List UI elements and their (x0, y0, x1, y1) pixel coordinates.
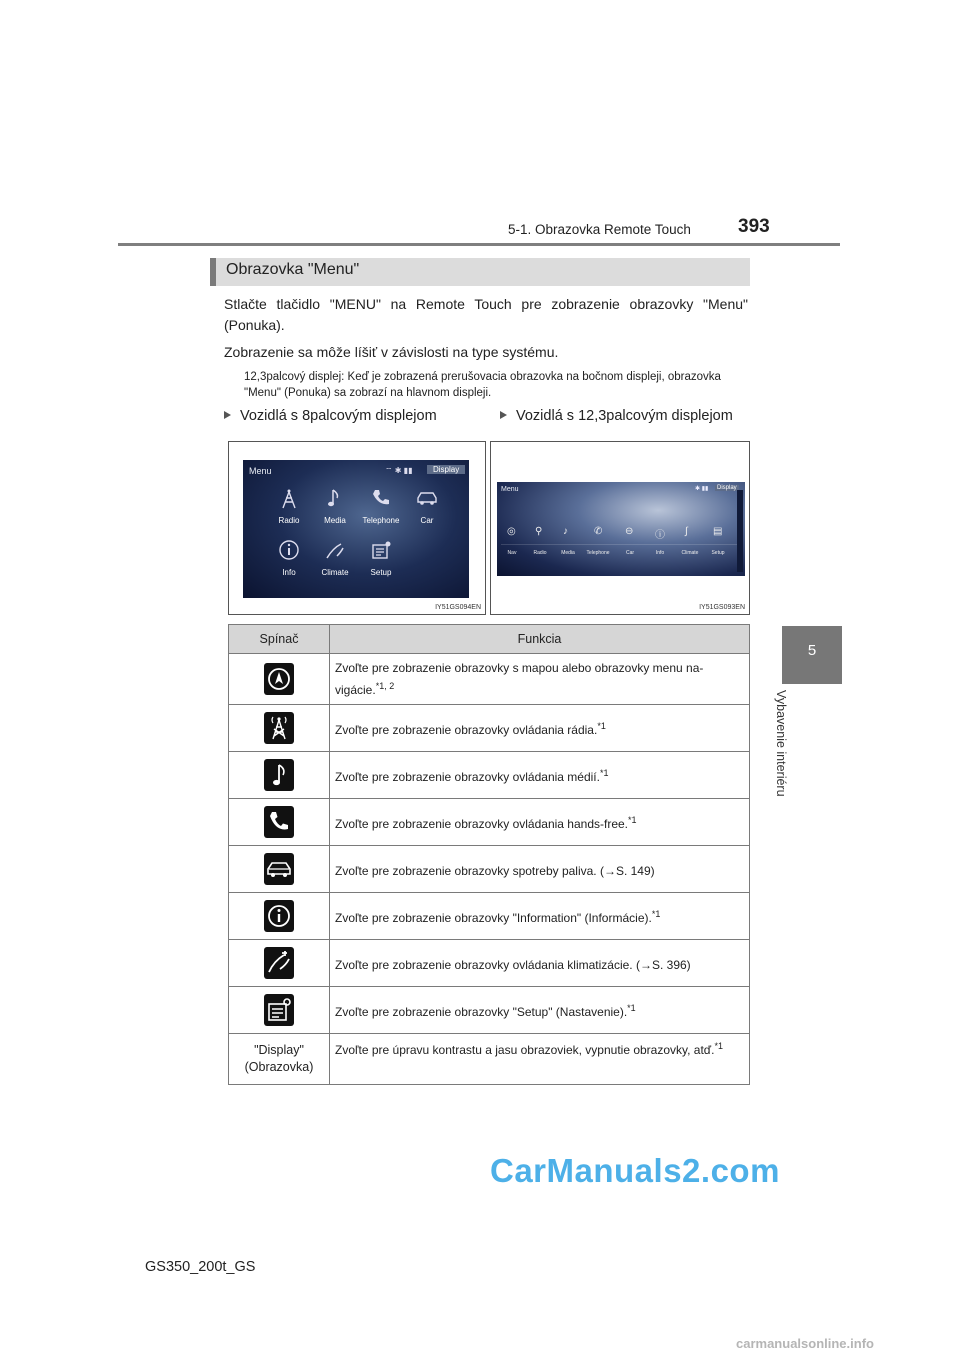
menu-item-setup[interactable]: Setup (711, 550, 725, 556)
table-row (229, 752, 750, 799)
function-cell (330, 893, 750, 940)
row-footnote: *1 (627, 1003, 636, 1013)
radio-tower-icon[interactable]: ⚲ (535, 526, 543, 537)
navigation-icon (264, 663, 294, 695)
row-text: Zvoľte pre zobrazenie obrazovky "Information" (Informácie). (335, 911, 652, 925)
row-text: Zvoľte pre zobrazenie obrazovky ovládania klimatizácie. (→S. 396) (335, 958, 691, 972)
row-text: Zvoľte pre zobrazenie obrazovky s mapou alebo obrazovky menu na-vigácie. (335, 661, 704, 697)
triangle-bullet-icon (224, 411, 231, 419)
menu-item-car[interactable]: Car (625, 550, 635, 556)
row-footnote: *1 (628, 815, 637, 825)
function-cell (330, 654, 750, 705)
row-footnote: *1 (651, 909, 661, 919)
status-icons: ⌔ ✱ ▮▮ (385, 466, 413, 475)
image-code: IY51GS094EN (435, 604, 481, 611)
music-note-icon[interactable] (323, 486, 347, 510)
icon-cell (229, 799, 330, 846)
menu-item-radio[interactable]: Radio (278, 516, 300, 525)
telephone-icon[interactable]: ✆ (594, 526, 603, 537)
climate-icon[interactable] (323, 538, 347, 562)
row-text: Zvoľte pre úpravu kontrastu a jasu obrazoviek, vypnutie obrazovky, atď. (335, 1043, 715, 1057)
table-row (229, 940, 750, 987)
table-row (229, 654, 750, 705)
function-cell (330, 1034, 750, 1085)
function-cell (330, 752, 750, 799)
col-header-switch: Spínač (229, 625, 330, 654)
car-icon[interactable]: ⊖ (625, 526, 634, 537)
music-note-icon (264, 759, 294, 791)
info-icon[interactable]: ⓘ (655, 530, 665, 541)
icon-cell (229, 752, 330, 799)
icon-cell (229, 987, 330, 1034)
triangle-bullet-icon (500, 411, 507, 419)
music-note-icon[interactable]: ♪ (563, 526, 568, 537)
function-cell (330, 846, 750, 893)
menu-item-media[interactable]: Media (561, 550, 575, 556)
section-header: 5-1. Obrazovka Remote Touch (508, 222, 691, 237)
table-header-row (229, 625, 750, 654)
menu-item-telephone[interactable]: Telephone (362, 516, 400, 525)
function-cell (330, 987, 750, 1034)
intro-paragraph: Stlačte tlačidlo "MENU" na Remote Touch pre zobrazenie obrazovky "Menu" (Ponuka). (224, 296, 748, 333)
chapter-tab: 5 (782, 626, 842, 684)
row-footnote: *1, 2 (375, 681, 395, 691)
setup-icon[interactable]: ▤ (713, 526, 723, 537)
row-footnote: *1 (597, 721, 606, 731)
screen-title: Menu (501, 486, 519, 493)
screenshot-12in (490, 441, 750, 615)
climate-icon[interactable]: ∫ (685, 526, 688, 537)
variant-8in-label: Vozidlá s 8palcovým displejom (240, 408, 437, 424)
row-text: Zvoľte pre zobrazenie obrazovky spotreby paliva. (→S. 149) (335, 864, 655, 878)
display-note: 12,3palcový displej: Keď je zobrazená prerušovacia obrazovka na bočnom displeji, obrazovka "Menu" (Ponuka) sa zobrazí na hlavnom displeji. (244, 371, 721, 399)
row-text: Zvoľte pre zobrazenie obrazovky ovládania hands-free. (335, 817, 628, 831)
table-row (229, 705, 750, 752)
watermark-logo: CarManuals2.com (490, 1152, 780, 1189)
section-heading (210, 258, 750, 286)
menu-item-nav[interactable]: Nav (507, 550, 517, 556)
table-row (229, 893, 750, 940)
chapter-tab-label: Vybavenie interiéru (774, 690, 788, 797)
intro-variation-note: Zobrazenie sa môže líšiť v závislosti na type systému. (224, 344, 559, 360)
screen-title: Menu (249, 466, 272, 476)
menu-screen-12in (497, 482, 745, 576)
menu-item-climate[interactable]: Climate (681, 550, 699, 556)
display-key-line2: (Obrazovka) (244, 1060, 314, 1074)
variant-12in-title (500, 408, 733, 424)
model-code-footer: GS350_200t_GS (145, 1259, 256, 1275)
info-icon (264, 900, 294, 932)
menu-item-info[interactable]: Info (655, 550, 665, 556)
menu-item-info[interactable]: Info (282, 568, 296, 577)
col-header-function: Funkcia (330, 625, 750, 654)
car-icon (264, 853, 294, 885)
table-row (229, 846, 750, 893)
variant-12in-label: Vozidlá s 12,3palcovým displejom (516, 408, 733, 424)
chapter-tab-label-wrap (756, 690, 826, 820)
menu-item-car[interactable]: Car (420, 516, 434, 525)
display-key-cell (229, 1034, 330, 1085)
row-text: Zvoľte pre zobrazenie obrazovky ovládania rádia. (335, 723, 598, 737)
page-number: 393 (738, 216, 770, 237)
icon-cell (229, 893, 330, 940)
row-footnote: *1 (599, 768, 609, 778)
menu-item-telephone[interactable]: Telephone (586, 550, 610, 556)
menu-item-radio[interactable]: Radio (533, 550, 547, 556)
function-cell (330, 799, 750, 846)
setup-icon (264, 994, 294, 1026)
status-icons: ✱ ▮▮ (695, 486, 709, 492)
setup-icon[interactable] (369, 538, 393, 562)
nav-icon[interactable]: ◎ (507, 526, 516, 537)
icon-cell (229, 705, 330, 752)
menu-item-setup[interactable]: Setup (370, 568, 392, 577)
function-cell (330, 705, 750, 752)
display-key-line1: "Display" (254, 1043, 304, 1057)
watermark-url: carmanualsonline.info (736, 1336, 874, 1351)
menu-item-climate[interactable]: Climate (321, 568, 349, 577)
screenshot-8in (228, 441, 486, 615)
function-table (228, 624, 750, 1085)
row-footnote: *1 (714, 1041, 724, 1051)
telephone-icon[interactable] (369, 486, 393, 510)
icon-cell (229, 654, 330, 705)
side-shortcut-bar (737, 490, 743, 572)
car-icon[interactable] (415, 486, 439, 510)
menu-item-media[interactable]: Media (324, 516, 346, 525)
row-text: Zvoľte pre zobrazenie obrazovky "Setup" (Nastavenie). (335, 1005, 628, 1019)
variant-8in-title (224, 408, 437, 424)
climate-icon (264, 947, 294, 979)
function-cell (330, 940, 750, 987)
row-text: Zvoľte pre zobrazenie obrazovky ovládania médií. (335, 770, 600, 784)
icon-cell (229, 846, 330, 893)
telephone-icon (264, 806, 294, 838)
divider (501, 544, 737, 545)
radio-tower-icon[interactable] (277, 486, 301, 510)
info-icon[interactable] (277, 538, 301, 562)
header-rule (118, 243, 840, 246)
radio-tower-icon (264, 712, 294, 744)
menu-screen-8in (243, 460, 469, 598)
display-button[interactable]: Display (717, 485, 737, 491)
image-code: IY51GS093EN (699, 604, 745, 611)
icon-cell (229, 940, 330, 987)
display-button[interactable]: Display (427, 465, 465, 474)
table-row (229, 987, 750, 1034)
table-row-display (229, 1034, 750, 1085)
section-heading-text: Obrazovka "Menu" (226, 261, 360, 278)
table-row (229, 799, 750, 846)
